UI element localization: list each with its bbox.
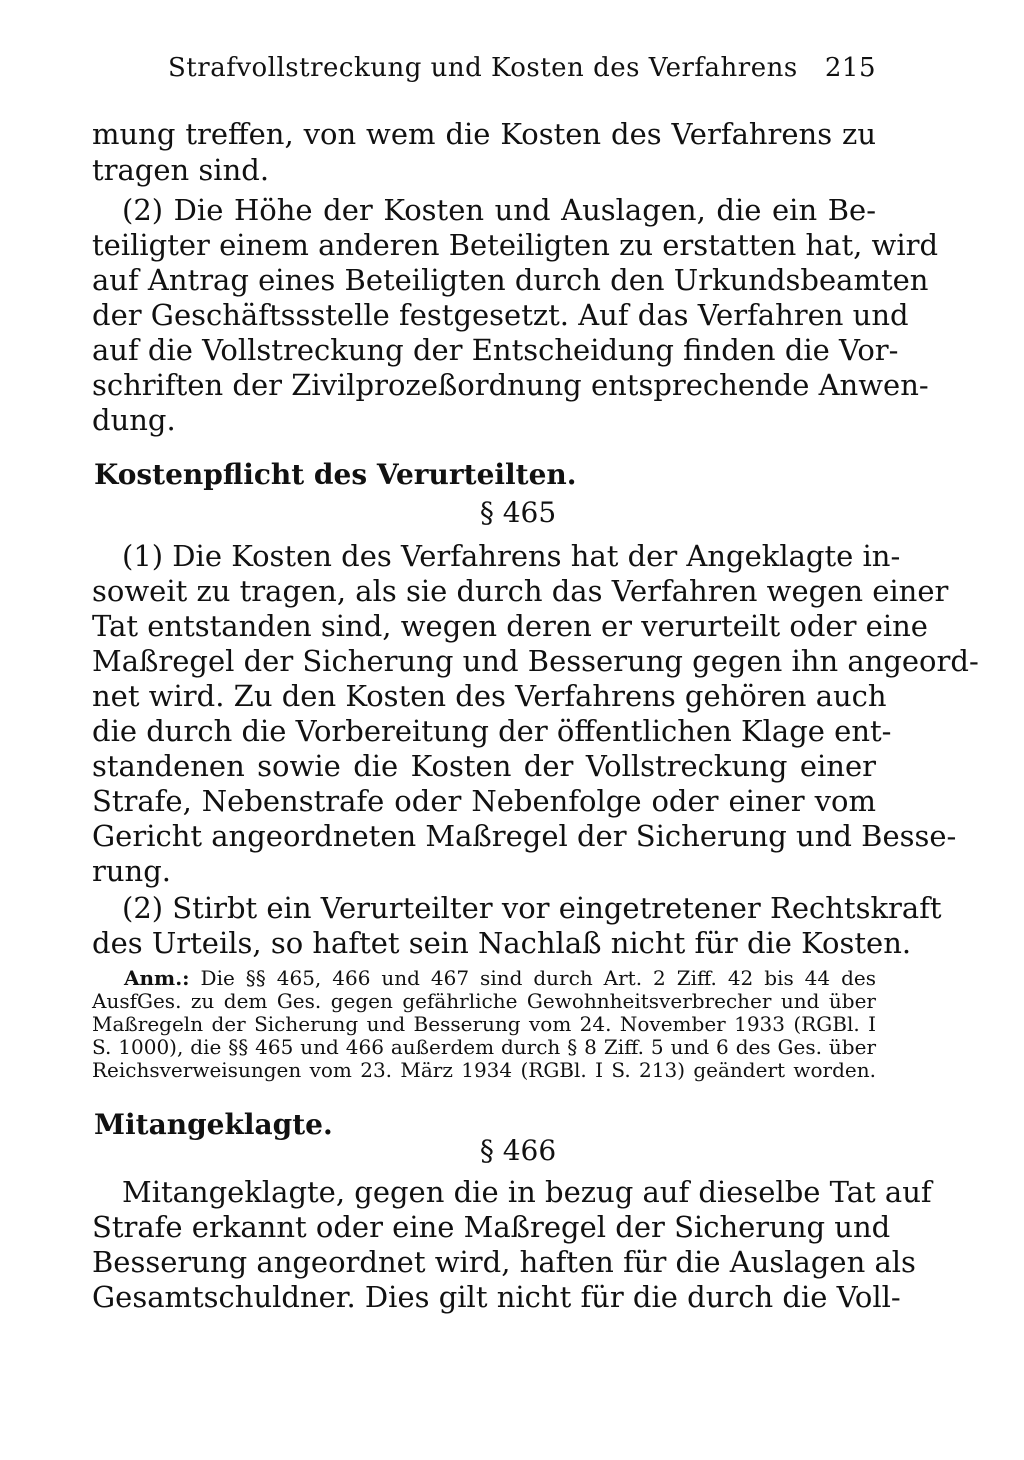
text-line: net wird. Zu den Kosten des Verfahrens gehören auch — [92, 679, 887, 713]
text-line: die durch die Vorbereitung der öffentlichen Klage ent- — [92, 714, 892, 748]
text-line: (2) Stirbt ein Verurteilter vor eingetretener Rechtskraft — [122, 891, 942, 925]
section-heading: Kostenpflicht des Verurteilten. — [94, 458, 577, 491]
running-title: Strafvollstreckung und Kosten des Verfahrens — [168, 53, 798, 83]
text-line: schriften der Zivilprozeßordnung entsprechende Anwen- — [92, 368, 929, 402]
text-line: dung. — [92, 403, 176, 437]
annotation-text: Die §§ 465, 466 und 467 sind durch Art. 2 Ziff. 42 bis 44 des — [200, 966, 876, 990]
annotation-line: Maßregeln der Sicherung und Besserung vom 24. November 1933 (RGBl. I — [92, 1012, 876, 1036]
text-line: tragen sind. — [92, 153, 270, 187]
text-line: Gesamtschuldner. Dies gilt nicht für die durch die Voll- — [92, 1280, 901, 1314]
text-line: (2) Die Höhe der Kosten und Auslagen, die ein Be- — [122, 193, 876, 227]
section-heading: Mitangeklagte. — [94, 1108, 333, 1141]
text-line: Mitangeklagte, gegen die in bezug auf dieselbe Tat auf — [122, 1175, 932, 1209]
text-line: auf Antrag eines Beteiligten durch den Urkundsbeamten — [92, 263, 929, 297]
annotation-line: Reichsverweisungen vom 23. März 1934 (RGBl. I S. 213) geändert worden. — [92, 1058, 876, 1082]
text-line: auf die Vollstreckung der Entscheidung finden die Vor- — [92, 333, 899, 367]
text-line: teiligter einem anderen Beteiligten zu erstatten hat, wird — [92, 228, 939, 262]
text-line: standenen sowie die Kosten der Vollstreckung einer — [92, 749, 876, 783]
text-line: rung. — [92, 854, 171, 888]
text-line: Maßregel der Sicherung und Besserung gegen ihn angeord- — [92, 644, 979, 678]
text-line: mung treffen, von wem die Kosten des Verfahrens zu — [92, 117, 876, 151]
text-line: Tat entstanden sind, wegen deren er verurteilt oder eine — [92, 609, 928, 643]
page-number: 215 — [824, 53, 876, 83]
text-line: Strafe, Nebenstrafe oder Nebenfolge oder einer vom — [92, 784, 876, 818]
text-line: des Urteils, so haftet sein Nachlaß nicht für die Kosten. — [92, 926, 912, 960]
text-line: der Geschäftssstelle festgesetzt. Auf das Verfahren und — [92, 298, 909, 332]
annotation-line — [124, 966, 876, 990]
paragraph-number: § 465 — [479, 496, 557, 529]
text-line: Strafe erkannt oder eine Maßregel der Sicherung und — [92, 1210, 891, 1244]
annotation-line: AusfGes. zu dem Ges. gegen gefährliche Gewohnheitsverbrecher und über — [92, 989, 876, 1013]
running-header — [168, 50, 876, 86]
text-line: Besserung angeordnet wird, haften für die Auslagen als — [92, 1245, 916, 1279]
text-line: (1) Die Kosten des Verfahrens hat der Angeklagte in- — [122, 539, 901, 573]
paragraph-number: § 466 — [479, 1134, 557, 1167]
annotation-label: Anm.: — [124, 966, 190, 990]
annotation-line: S. 1000), die §§ 465 und 466 außerdem durch § 8 Ziff. 5 und 6 des Ges. über — [92, 1035, 876, 1059]
text-line: Gericht angeordneten Maßregel der Sicherung und Besse- — [92, 819, 957, 853]
text-line: soweit zu tragen, als sie durch das Verfahren wegen einer — [92, 574, 949, 608]
